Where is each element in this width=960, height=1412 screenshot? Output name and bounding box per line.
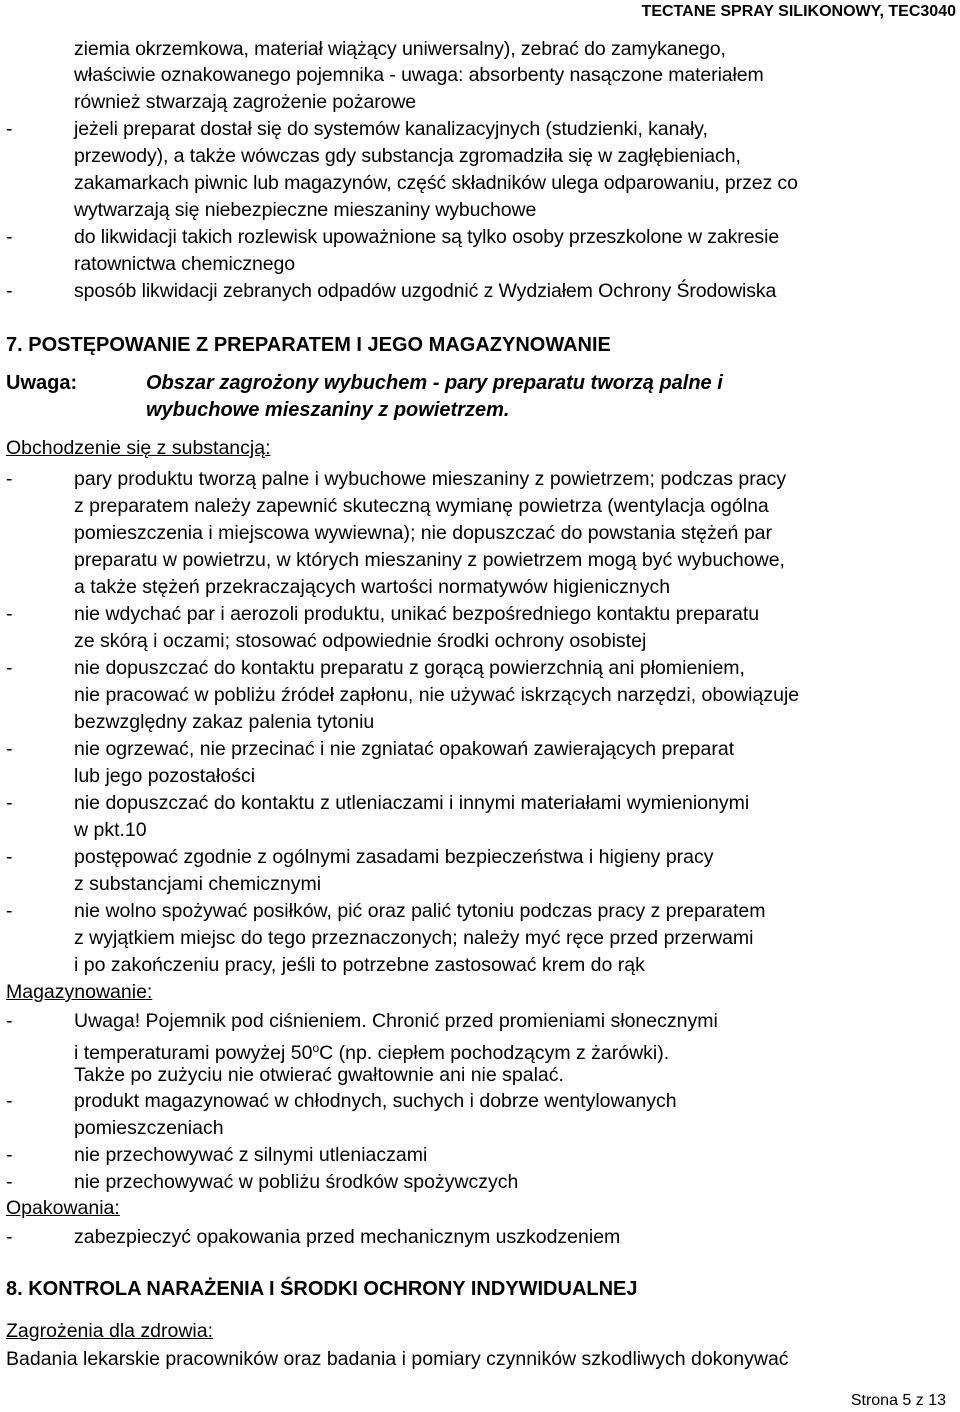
- bullet-dash: -: [6, 846, 13, 868]
- text-line: zabezpieczyć opakowania przed mechanicznym uszkodzeniem: [74, 1226, 621, 1248]
- bullet-dash: -: [6, 468, 13, 490]
- text-line: właściwie oznakowanego pojemnika - uwaga: absorbenty nasączone materiałem: [74, 64, 764, 86]
- text-line: nie dopuszczać do kontaktu preparatu z gorącą powierzchnią ani płomieniem,: [74, 657, 745, 679]
- bullet-dash: -: [6, 118, 13, 140]
- text-line: nie przechowywać w pobliżu środków spożywczych: [74, 1171, 519, 1193]
- bullet-dash: -: [6, 1090, 13, 1112]
- text-line: nie pracować w pobliżu źródeł zapłonu, nie używać iskrzących narzędzi, obowiązuje: [74, 684, 800, 706]
- text-line: a także stężeń przekraczających wartości normatywów higienicznych: [74, 576, 671, 598]
- text-line: pomieszczenia i miejscowa wywiewna); nie dopuszczać do powstania stężeń par: [74, 522, 773, 544]
- bullet-dash: -: [6, 1226, 13, 1248]
- packaging-heading: Opakowania:: [6, 1197, 120, 1219]
- text-line: postępować zgodnie z ogólnymi zasadami bezpieczeństwa i higieny pracy: [74, 846, 714, 868]
- health-heading: Zagrożenia dla zdrowia:: [6, 1320, 214, 1342]
- text-line: ze skórą i oczami; stosować odpowiednie środki ochrony osobistej: [74, 630, 647, 652]
- text-line: nie wdychać par i aerozoli produktu, unikać bezpośredniego kontaktu preparatu: [74, 603, 760, 625]
- warning-text: Obszar zagrożony wybuchem - pary preparatu tworzą palne i: [146, 372, 723, 394]
- text-line: Także po zużyciu nie otwierać gwałtownie ani nie spalać.: [74, 1064, 564, 1086]
- storage-heading: Magazynowanie:: [6, 981, 153, 1003]
- text-line: i po zakończeniu pracy, jeśli to potrzebne zastosować krem do rąk: [74, 954, 645, 976]
- bullet-dash: -: [6, 226, 13, 248]
- text-line: nie ogrzewać, nie przecinać i nie zgniatać opakowań zawierających preparat: [74, 738, 735, 760]
- text-line: sposób likwidacji zebranych odpadów uzgodnić z Wydziałem Ochrony Środowiska: [74, 280, 777, 302]
- section-8-title: 8. KONTROLA NARAŻENIA I ŚRODKI OCHRONY INDYWIDUALNEJ: [6, 1278, 638, 1300]
- bullet-dash: -: [6, 792, 13, 814]
- warning-label: Uwaga:: [6, 372, 78, 394]
- text-line: nie wolno spożywać posiłków, pić oraz palić tytoniu podczas pracy z preparatem: [74, 900, 766, 922]
- text-line: pary produktu tworzą palne i wybuchowe mieszaniny z powietrzem; podczas pracy: [74, 468, 787, 490]
- text-line: Uwaga! Pojemnik pod ciśnieniem. Chronić przed promieniami słonecznymi: [74, 1010, 718, 1032]
- text-line: nie dopuszczać do kontaktu z utleniaczami i innymi materiałami wymienionymi: [74, 792, 750, 814]
- page-number: Strona 5 z 13: [850, 1392, 946, 1409]
- bullet-dash: -: [6, 1010, 13, 1032]
- text-line: nie przechowywać z silnymi utleniaczami: [74, 1144, 428, 1166]
- bullet-dash: -: [6, 1144, 13, 1166]
- text-line: zakamarkach piwnic lub magazynów, część składników ulega odparowaniu, przez co: [74, 172, 798, 194]
- text-line: bezwzględny zakaz palenia tytoniu: [74, 711, 375, 733]
- bullet-dash: -: [6, 280, 13, 302]
- bullet-dash: -: [6, 738, 13, 760]
- text-fragment: i temperaturami powyżej 50: [74, 1042, 313, 1064]
- text-line: ziemia okrzemkowa, materiał wiążący uniwersalny), zebrać do zamykanego,: [74, 38, 726, 60]
- section-7-title: 7. POSTĘPOWANIE Z PREPARATEM I JEGO MAGAZYNOWANIE: [6, 334, 611, 356]
- bullet-dash: -: [6, 900, 13, 922]
- text-line: wytwarzają się niebezpieczne mieszaniny wybuchowe: [74, 199, 537, 221]
- text-line: lub jego pozostałości: [74, 765, 256, 787]
- bullet-dash: -: [6, 603, 13, 625]
- text-line: Badania lekarskie pracowników oraz badania i pomiary czynników szkodliwych dokonywać: [6, 1348, 789, 1370]
- bullet-dash: -: [6, 657, 13, 679]
- text-line: przewody), a także wówczas gdy substancja zgromadziła się w zagłębieniach,: [74, 145, 741, 167]
- document-header-title: TECTANE SPRAY SILIKONOWY, TEC3040: [641, 3, 956, 20]
- text-line: w pkt.10: [74, 819, 147, 841]
- text-fragment: C (np. ciepłem pochodzącym z żarówki).: [319, 1042, 670, 1064]
- text-line: produkt magazynować w chłodnych, suchych i dobrze wentylowanych: [74, 1090, 677, 1112]
- bullet-dash: -: [6, 1171, 13, 1193]
- text-line: z substancjami chemicznymi: [74, 873, 322, 895]
- text-line: pomieszczeniach: [74, 1117, 224, 1139]
- text-line: z wyjątkiem miejsc do tego przeznaczonych; należy myć ręce przed przerwami: [74, 927, 754, 949]
- text-line: do likwidacji takich rozlewisk upoważnione są tylko osoby przeszkolone w zakresie: [74, 226, 780, 248]
- text-line: z preparatem należy zapewnić skuteczną wymianę powietrza (wentylacja ogólna: [74, 495, 769, 517]
- text-line: jeżeli preparat dostał się do systemów kanalizacyjnych (studzienki, kanały,: [74, 118, 708, 140]
- handling-heading: Obchodzenie się z substancją:: [6, 437, 271, 459]
- text-line: ratownictwa chemicznego: [74, 253, 295, 275]
- degree-superscript: o: [312, 1041, 320, 1055]
- text-line: preparatu w powietrzu, w których mieszaniny z powietrzem mogą być wybuchowe,: [74, 549, 785, 571]
- text-line: również stwarzają zagrożenie pożarowe: [74, 91, 417, 113]
- warning-text: wybuchowe mieszaniny z powietrzem.: [146, 399, 510, 421]
